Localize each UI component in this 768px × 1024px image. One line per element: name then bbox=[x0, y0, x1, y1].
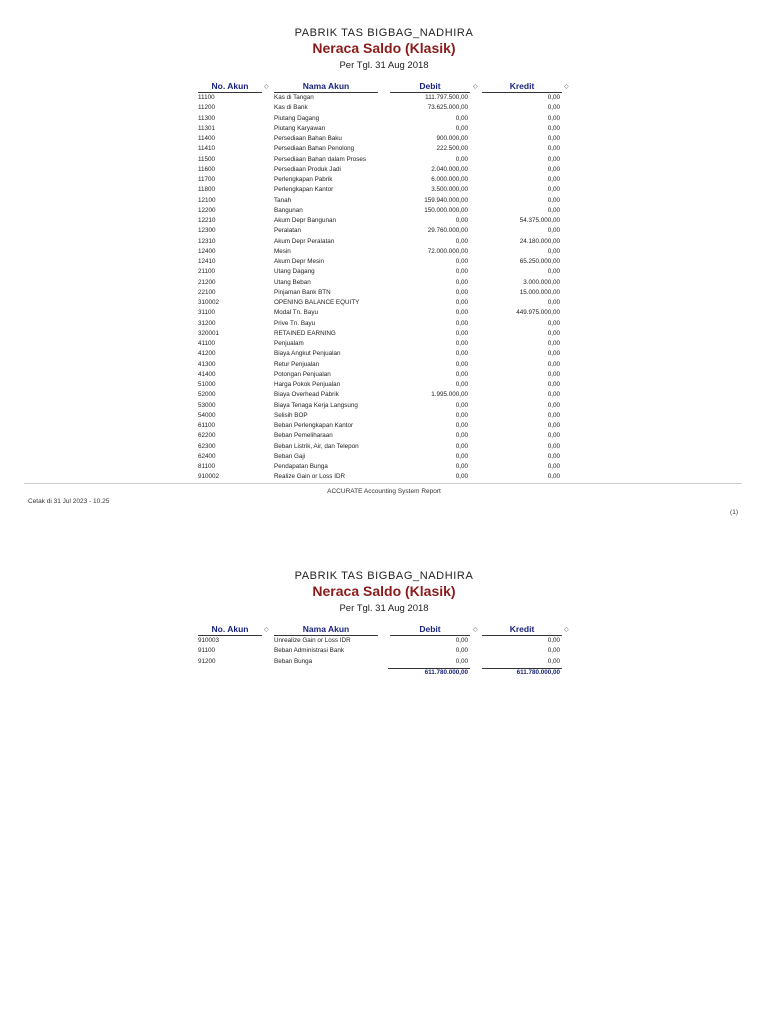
column-header-kredit[interactable]: Kredit bbox=[482, 81, 562, 93]
kredit-amount: 0,00 bbox=[547, 391, 560, 399]
table-row[interactable] bbox=[198, 636, 570, 646]
account-number: 11800 bbox=[198, 186, 216, 194]
report-period: Per Tgl. 31 Aug 2018 bbox=[339, 60, 429, 71]
sort-icon[interactable]: ◇ bbox=[473, 84, 478, 90]
table-row[interactable] bbox=[198, 257, 570, 267]
account-name: Potongan Penjualan bbox=[274, 370, 331, 378]
footer-print-date: Cetak di 31 Jul 2023 - 10.25 bbox=[28, 498, 110, 505]
table-row[interactable] bbox=[198, 421, 570, 431]
column-header-debit[interactable]: Debit bbox=[390, 624, 470, 636]
debit-amount: 72.000.000,00 bbox=[427, 247, 468, 255]
kredit-amount: 0,00 bbox=[547, 247, 560, 255]
debit-amount: 0,00 bbox=[455, 288, 468, 296]
table-row[interactable] bbox=[198, 196, 570, 206]
kredit-amount: 0,00 bbox=[547, 145, 560, 153]
account-number: 11300 bbox=[198, 114, 216, 122]
kredit-amount: 0,00 bbox=[547, 360, 560, 368]
column-header-nama-akun[interactable]: Nama Akun bbox=[274, 81, 378, 93]
kredit-amount: 0,00 bbox=[547, 165, 560, 173]
kredit-amount: 0,00 bbox=[547, 299, 560, 306]
table-body-page-1 bbox=[198, 93, 570, 483]
debit-amount: 3.500.000,00 bbox=[431, 186, 468, 194]
debit-amount: 150.000.000,00 bbox=[424, 206, 468, 214]
table-row[interactable] bbox=[198, 134, 570, 144]
table-row[interactable] bbox=[198, 237, 570, 247]
account-number: 11301 bbox=[198, 124, 216, 132]
account-number: 61100 bbox=[198, 422, 216, 429]
account-number: 51000 bbox=[198, 381, 216, 388]
account-number: 62300 bbox=[198, 442, 216, 450]
kredit-amount: 0,00 bbox=[547, 452, 560, 460]
report-title: Neraca Saldo (Klasik) bbox=[312, 40, 456, 56]
debit-amount: 0,00 bbox=[455, 637, 468, 644]
table-row[interactable] bbox=[198, 657, 570, 667]
account-number: 91100 bbox=[198, 647, 216, 655]
kredit-amount: 0,00 bbox=[547, 657, 560, 665]
account-number: 11200 bbox=[198, 104, 216, 112]
debit-amount: 73.625.000,00 bbox=[427, 104, 468, 112]
kredit-amount: 0,00 bbox=[547, 124, 560, 132]
account-name: Pinjaman Bank BTN bbox=[274, 288, 331, 296]
table-row[interactable] bbox=[198, 288, 570, 298]
debit-amount: 0,00 bbox=[455, 258, 468, 265]
table-row[interactable] bbox=[198, 472, 570, 482]
account-number: 62400 bbox=[198, 452, 216, 460]
table-row[interactable] bbox=[198, 380, 570, 390]
account-number: 11500 bbox=[198, 155, 216, 163]
account-name: Akum Depr Mesin bbox=[274, 258, 325, 265]
table-row[interactable] bbox=[198, 206, 570, 216]
kredit-amount: 0,00 bbox=[547, 155, 560, 163]
account-name: Realize Gain or Loss IDR bbox=[274, 473, 346, 481]
account-name: Persediaan Produk Jadi bbox=[274, 165, 341, 173]
debit-amount: 0,00 bbox=[455, 114, 468, 122]
account-number: 21100 bbox=[198, 268, 216, 276]
account-name: Perlengkapan Pabrik bbox=[274, 176, 333, 183]
account-name: Penjualam bbox=[274, 340, 304, 347]
account-name: Mesin bbox=[274, 247, 291, 255]
sort-icon[interactable]: ◇ bbox=[264, 84, 269, 90]
kredit-amount: 0,00 bbox=[547, 104, 560, 112]
company-name: PABRIK TAS BIGBAG_NADHIRA bbox=[294, 570, 474, 582]
account-name: Tanah bbox=[274, 196, 292, 204]
account-number: 910003 bbox=[198, 637, 220, 644]
debit-amount: 0,00 bbox=[455, 401, 468, 409]
table-row[interactable] bbox=[198, 165, 570, 175]
account-name: Kas di Bank bbox=[274, 104, 308, 112]
account-number: 41300 bbox=[198, 360, 216, 368]
column-header-debit[interactable]: Debit bbox=[390, 81, 470, 93]
account-name: Akum Depr Bangunan bbox=[274, 217, 336, 224]
table-row[interactable] bbox=[198, 267, 570, 277]
sort-icon[interactable]: ◇ bbox=[564, 84, 569, 90]
debit-amount: 0,00 bbox=[455, 381, 468, 388]
debit-amount: 2.040.000,00 bbox=[431, 165, 468, 173]
account-number: 62200 bbox=[198, 432, 216, 440]
table-row[interactable] bbox=[198, 247, 570, 257]
account-number: 11410 bbox=[198, 145, 216, 153]
account-number: 41400 bbox=[198, 370, 216, 378]
account-number: 12410 bbox=[198, 258, 216, 265]
debit-amount: 0,00 bbox=[455, 473, 468, 481]
debit-amount: 0,00 bbox=[455, 657, 468, 665]
account-name: Prive Tn. Bayu bbox=[274, 319, 316, 327]
table-row[interactable] bbox=[198, 185, 570, 195]
account-name: Selisih BOP bbox=[274, 411, 308, 419]
kredit-amount: 449.975.000,00 bbox=[516, 309, 560, 317]
company-name: PABRIK TAS BIGBAG_NADHIRA bbox=[294, 27, 474, 39]
account-number: 41100 bbox=[198, 340, 216, 347]
sort-icon[interactable]: ◇ bbox=[564, 627, 569, 633]
account-number: 910002 bbox=[198, 473, 220, 481]
debit-amount: 0,00 bbox=[455, 124, 468, 132]
debit-amount: 0,00 bbox=[455, 237, 468, 245]
kredit-amount: 0,00 bbox=[547, 422, 560, 429]
footer-system-label: ACCURATE Accounting System Report bbox=[327, 488, 441, 495]
account-name: Beban Administrasi Bank bbox=[274, 647, 345, 655]
kredit-amount: 0,00 bbox=[547, 268, 560, 276]
table-row[interactable] bbox=[198, 319, 570, 329]
footer-divider bbox=[24, 483, 742, 484]
table-row[interactable] bbox=[198, 646, 570, 656]
kredit-amount: 0,00 bbox=[547, 442, 560, 450]
account-number: 11600 bbox=[198, 165, 216, 173]
account-number: 21200 bbox=[198, 278, 216, 286]
footer-page-number: (1) bbox=[730, 509, 738, 516]
account-name: Peralatan bbox=[274, 227, 301, 235]
debit-amount: 0,00 bbox=[455, 278, 468, 286]
debit-amount: 0,00 bbox=[455, 319, 468, 327]
debit-amount: 0,00 bbox=[455, 452, 468, 460]
kredit-amount: 0,00 bbox=[547, 196, 560, 204]
table-row[interactable] bbox=[198, 431, 570, 441]
account-number: 31200 bbox=[198, 319, 216, 327]
account-name: Biaya Angkut Penjualan bbox=[274, 350, 341, 358]
debit-amount: 0,00 bbox=[455, 299, 468, 306]
kredit-amount: 54.375.000,00 bbox=[519, 217, 560, 224]
account-number: 31100 bbox=[198, 309, 216, 317]
account-name: Akum Depr Peralatan bbox=[274, 237, 335, 245]
account-number: 54000 bbox=[198, 411, 216, 419]
column-header-no-akun[interactable]: No. Akun bbox=[198, 624, 262, 636]
debit-amount: 0,00 bbox=[455, 647, 468, 655]
table-row[interactable] bbox=[198, 339, 570, 349]
table-row[interactable] bbox=[198, 462, 570, 472]
account-name: Perlengkapan Kantor bbox=[274, 186, 334, 194]
table-row[interactable] bbox=[198, 360, 570, 370]
column-header-no-akun[interactable]: No. Akun bbox=[198, 81, 262, 93]
account-name: Unrealize Gain or Loss IDR bbox=[274, 637, 351, 644]
account-number: 91200 bbox=[198, 657, 216, 665]
kredit-amount: 0,00 bbox=[547, 370, 560, 378]
account-number: 12200 bbox=[198, 206, 216, 214]
table-row[interactable] bbox=[198, 298, 570, 308]
table-row[interactable] bbox=[198, 226, 570, 236]
report-period: Per Tgl. 31 Aug 2018 bbox=[339, 603, 429, 614]
account-name: Modal Tn. Bayu bbox=[274, 309, 318, 317]
account-name: Retur Penjualan bbox=[274, 360, 320, 368]
account-number: 81100 bbox=[198, 463, 216, 470]
table-row[interactable] bbox=[198, 452, 570, 462]
kredit-amount: 0,00 bbox=[547, 432, 560, 440]
account-name: Biaya Overhead Pabrik bbox=[274, 391, 339, 399]
debit-amount: 0,00 bbox=[455, 370, 468, 378]
account-number: 12310 bbox=[198, 237, 216, 245]
report-title: Neraca Saldo (Klasik) bbox=[312, 583, 456, 599]
table-row[interactable] bbox=[198, 278, 570, 288]
table-row[interactable] bbox=[198, 411, 570, 421]
account-number: 12100 bbox=[198, 196, 216, 204]
account-number: 11400 bbox=[198, 135, 216, 142]
table-row[interactable] bbox=[198, 103, 570, 113]
table-row[interactable] bbox=[198, 329, 570, 339]
debit-amount: 0,00 bbox=[455, 411, 468, 419]
table-row[interactable] bbox=[198, 442, 570, 452]
kredit-amount: 65.250.000,00 bbox=[519, 258, 560, 265]
account-name: Beban Pemeliharaan bbox=[274, 432, 333, 440]
debit-amount: 1.995.000,00 bbox=[431, 391, 468, 399]
kredit-amount: 0,00 bbox=[547, 463, 560, 470]
account-number: 22100 bbox=[198, 288, 216, 296]
account-number: 310002 bbox=[198, 299, 220, 306]
debit-amount: 111.797.500,00 bbox=[425, 94, 468, 101]
kredit-amount: 0,00 bbox=[547, 401, 560, 409]
table-row[interactable] bbox=[198, 370, 570, 380]
kredit-amount: 0,00 bbox=[547, 350, 560, 358]
account-name: Beban Perlengkapan Kantor bbox=[274, 422, 354, 429]
table-row[interactable] bbox=[198, 175, 570, 185]
kredit-amount: 3.000.000,00 bbox=[523, 278, 560, 286]
debit-amount: 159.940.000,00 bbox=[424, 196, 468, 204]
account-number: 12300 bbox=[198, 227, 216, 235]
debit-amount: 0,00 bbox=[455, 463, 468, 470]
account-name: Kas di Tangan bbox=[274, 94, 314, 101]
kredit-amount: 0,00 bbox=[547, 473, 560, 481]
table-row[interactable] bbox=[198, 216, 570, 226]
account-name: Beban Gaji bbox=[274, 452, 306, 460]
total-debit: 611.780.000,00 bbox=[424, 669, 468, 676]
account-name: RETAINED EARNING bbox=[274, 329, 336, 337]
kredit-amount: 0,00 bbox=[547, 647, 560, 655]
account-name: Piutang Dagang bbox=[274, 114, 320, 122]
table-body-page-2 bbox=[198, 636, 570, 667]
column-header-nama-akun[interactable]: Nama Akun bbox=[274, 624, 378, 636]
table-row[interactable] bbox=[198, 349, 570, 359]
kredit-amount: 15.000.000,00 bbox=[519, 288, 560, 296]
account-name: Persediaan Bahan Penolong bbox=[274, 145, 355, 153]
debit-amount: 0,00 bbox=[455, 432, 468, 440]
debit-amount: 0,00 bbox=[455, 340, 468, 347]
kredit-amount: 0,00 bbox=[547, 381, 560, 388]
table-row[interactable] bbox=[198, 144, 570, 154]
account-name: Beban Listrik, Air, dan Telepon bbox=[274, 442, 359, 450]
kredit-amount: 0,00 bbox=[547, 206, 560, 214]
kredit-amount: 0,00 bbox=[547, 135, 560, 142]
debit-amount: 0,00 bbox=[455, 155, 468, 163]
kredit-amount: 0,00 bbox=[547, 340, 560, 347]
account-name: Persediaan Bahan dalam Proses bbox=[274, 155, 367, 163]
account-number: 12400 bbox=[198, 247, 216, 255]
sort-icon[interactable]: ◇ bbox=[264, 627, 269, 633]
account-name: OPENING BALANCE EQUITY bbox=[274, 299, 360, 306]
account-name: Utang Dagang bbox=[274, 268, 315, 276]
kredit-amount: 0,00 bbox=[547, 94, 560, 101]
debit-amount: 0,00 bbox=[455, 350, 468, 358]
total-kredit: 611.780.000,00 bbox=[516, 669, 560, 676]
account-name: Beban Bunga bbox=[274, 657, 313, 665]
kredit-amount: 0,00 bbox=[547, 329, 560, 337]
account-name: Pendapatan Bunga bbox=[274, 463, 328, 470]
debit-amount: 0,00 bbox=[455, 442, 468, 450]
column-header-kredit[interactable]: Kredit bbox=[482, 624, 562, 636]
debit-amount: 0,00 bbox=[455, 268, 468, 276]
debit-amount: 0,00 bbox=[455, 360, 468, 368]
table-row[interactable] bbox=[198, 401, 570, 411]
table-row[interactable] bbox=[198, 93, 570, 103]
kredit-amount: 0,00 bbox=[547, 227, 560, 235]
debit-amount: 0,00 bbox=[455, 422, 468, 429]
kredit-amount: 0,00 bbox=[547, 637, 560, 644]
totals-row bbox=[198, 668, 570, 678]
account-name: Utang Beban bbox=[274, 278, 311, 286]
kredit-amount: 0,00 bbox=[547, 176, 560, 183]
sort-icon[interactable]: ◇ bbox=[473, 627, 478, 633]
debit-amount: 0,00 bbox=[455, 329, 468, 337]
debit-amount: 6.000.000,00 bbox=[431, 176, 468, 183]
table-row[interactable] bbox=[198, 155, 570, 165]
account-name: Piutang Karyawan bbox=[274, 124, 326, 132]
debit-amount: 0,00 bbox=[455, 309, 468, 317]
debit-amount: 0,00 bbox=[455, 217, 468, 224]
account-number: 11700 bbox=[198, 176, 216, 183]
account-name: Bangunan bbox=[274, 206, 303, 214]
debit-amount: 222.500,00 bbox=[436, 145, 468, 153]
account-number: 320001 bbox=[198, 329, 220, 337]
account-name: Persediaan Bahan Baku bbox=[274, 135, 342, 142]
account-name: Biaya Tenaga Kerja Langsung bbox=[274, 401, 358, 409]
kredit-amount: 0,00 bbox=[547, 186, 560, 194]
table-row[interactable] bbox=[198, 124, 570, 134]
table-row[interactable] bbox=[198, 390, 570, 400]
kredit-amount: 24.180.000,00 bbox=[519, 237, 560, 245]
account-number: 53000 bbox=[198, 401, 216, 409]
account-number: 41200 bbox=[198, 350, 216, 358]
kredit-amount: 0,00 bbox=[547, 319, 560, 327]
table-row[interactable] bbox=[198, 114, 570, 124]
account-number: 52000 bbox=[198, 391, 216, 399]
account-name: Harga Pokok Penjualan bbox=[274, 381, 341, 388]
table-row[interactable] bbox=[198, 308, 570, 318]
account-number: 12210 bbox=[198, 217, 216, 224]
debit-amount: 29.760.000,00 bbox=[427, 227, 468, 235]
kredit-amount: 0,00 bbox=[547, 411, 560, 419]
debit-amount: 900.000,00 bbox=[436, 135, 468, 142]
account-number: 11100 bbox=[198, 94, 215, 101]
kredit-amount: 0,00 bbox=[547, 114, 560, 122]
